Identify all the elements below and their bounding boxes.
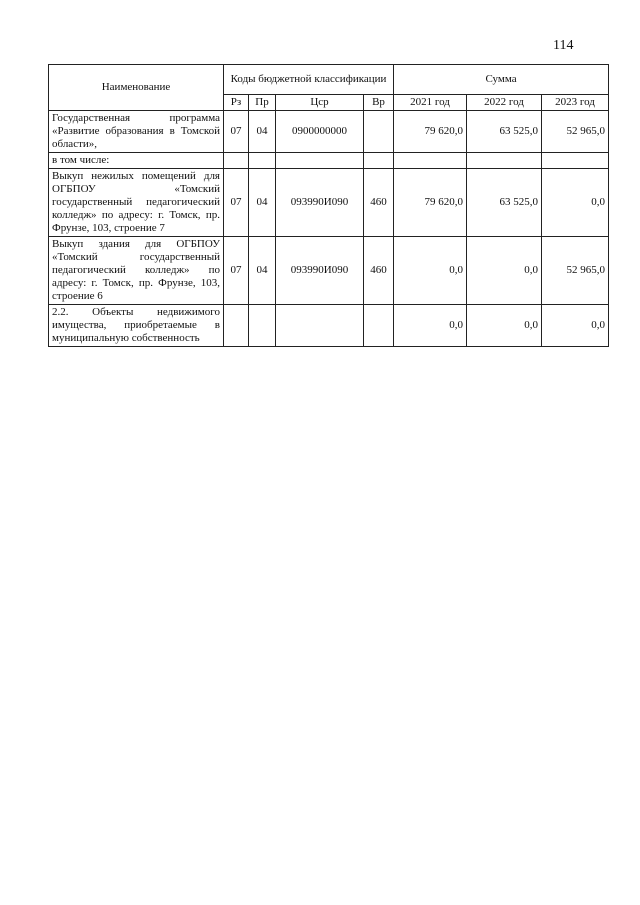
row-2022: 63 525,0 (467, 111, 542, 153)
row-name: в том числе: (49, 153, 224, 169)
row-2023 (542, 153, 609, 169)
header-2022: 2022 год (467, 95, 542, 111)
row-2021: 0,0 (394, 237, 467, 305)
header-csr: Цср (276, 95, 364, 111)
table-row (49, 237, 609, 305)
header-pr: Пр (249, 95, 276, 111)
row-2023: 0,0 (542, 169, 609, 237)
row-vr (364, 305, 394, 347)
row-vr: 460 (364, 169, 394, 237)
row-2022: 63 525,0 (467, 169, 542, 237)
header-rz: Рз (224, 95, 249, 111)
row-2022 (467, 153, 542, 169)
row-csr (276, 305, 364, 347)
row-2021: 79 620,0 (394, 111, 467, 153)
row-csr (276, 153, 364, 169)
table-row (49, 169, 609, 237)
header-vr: Вр (364, 95, 394, 111)
table-row (49, 153, 609, 169)
row-2023: 0,0 (542, 305, 609, 347)
row-name: Государственная программа «Развитие образования в Томской области», (49, 111, 224, 153)
header-2023: 2023 год (542, 95, 609, 111)
row-pr: 04 (249, 237, 276, 305)
row-name: Выкуп здания для ОГБПОУ «Томский государственный педагогический колледж» по адресу: г. Томск, пр. Фрунзе, 103, строение 6 (49, 237, 224, 305)
budget-table (48, 64, 609, 347)
row-2022: 0,0 (467, 305, 542, 347)
row-name: 2.2. Объекты недвижимого имущества, приобретаемые в муниципальную собственность (49, 305, 224, 347)
row-rz (224, 305, 249, 347)
row-csr: 093990И090 (276, 169, 364, 237)
row-vr (364, 111, 394, 153)
row-pr: 04 (249, 169, 276, 237)
row-vr (364, 153, 394, 169)
row-2021: 0,0 (394, 305, 467, 347)
row-2022: 0,0 (467, 237, 542, 305)
row-pr: 04 (249, 111, 276, 153)
row-vr: 460 (364, 237, 394, 305)
table-row (49, 305, 609, 347)
row-rz: 07 (224, 169, 249, 237)
row-2021: 79 620,0 (394, 169, 467, 237)
row-rz: 07 (224, 111, 249, 153)
header-sum: Сумма (394, 65, 609, 95)
row-2023: 52 965,0 (542, 111, 609, 153)
header-2021: 2021 год (394, 95, 467, 111)
row-rz: 07 (224, 237, 249, 305)
header-codes: Коды бюджетной классификации (224, 65, 394, 95)
table-row (49, 111, 609, 153)
row-pr (249, 153, 276, 169)
row-2023: 52 965,0 (542, 237, 609, 305)
header-name: Наименование (49, 65, 224, 111)
row-csr: 0900000000 (276, 111, 364, 153)
page-number: 114 (553, 38, 574, 53)
row-rz (224, 153, 249, 169)
row-pr (249, 305, 276, 347)
row-name: Выкуп нежилых помещений для ОГБПОУ «Томский государственный педагогический колледж» по адресу: г. Томск, пр. Фрунзе, 103, строение 7 (49, 169, 224, 237)
row-2021 (394, 153, 467, 169)
row-csr: 093990И090 (276, 237, 364, 305)
